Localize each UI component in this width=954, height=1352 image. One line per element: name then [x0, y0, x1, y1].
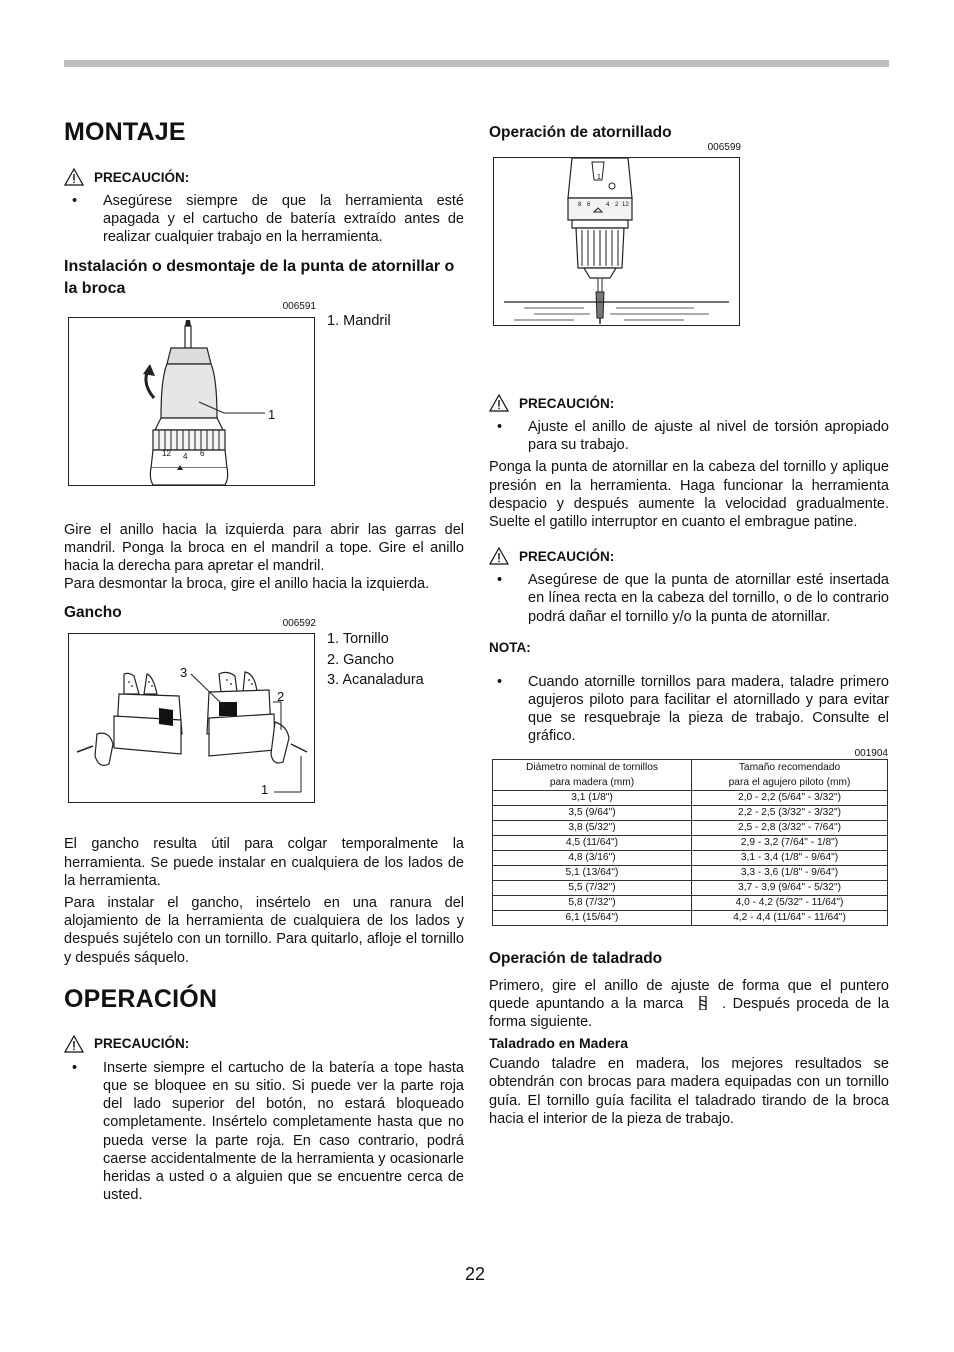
callout-2: 2 — [277, 689, 285, 705]
figure-chuck — [64, 301, 464, 487]
warning-triangle-icon — [64, 168, 84, 186]
callout-1: 1 — [268, 406, 276, 422]
header-line: Tamaño recomendado — [738, 761, 841, 773]
install-heading: Instalación o desmontaje de la punta de atornillar o la broca — [64, 257, 455, 297]
caution-bullet — [64, 192, 464, 247]
drill-heading: Operación de taladrado — [489, 949, 663, 967]
caution-bullet — [489, 418, 889, 454]
ring-mark-4: 4 — [183, 451, 188, 461]
ring-mark-6: 6 — [200, 448, 205, 458]
table-cell: 3,5 (9/64") — [493, 805, 692, 820]
caution-bullet — [489, 571, 889, 626]
warning-triangle-icon — [64, 1035, 84, 1053]
table-row — [493, 805, 888, 820]
screw-paragraph: Ponga la punta de atornillar en la cabeza del tornillo y aplique presión en la herramienta. Haga funcionar la herramienta despacio y después aumente la velocidad gradualmente. Suelte el gatillo interruptor en cuanto el embrague patine. — [489, 459, 889, 531]
ring-mark-6: 6 — [587, 202, 591, 208]
hook-drawing — [69, 634, 314, 802]
table-row — [493, 865, 888, 880]
wood-paragraph: Cuando taladre en madera, los mejores resultados se obtendrán con brocas para madera equipadas con un tornillo guía. El tornillo guía facilita el taladrado tirando de la broca hacia el interior de la pieza de trabajo. — [489, 1056, 889, 1127]
caution-label: PRECAUCIÓN: — [519, 548, 615, 564]
table-row — [493, 895, 888, 910]
install-paragraph-1: Gire el anillo hacia la izquierda para abrir las garras del mandril. Ponga la broca en el mandril a tope. Gire el anillo hacia la derecha para apretar el mandril. — [64, 521, 464, 575]
drill-mode-icon — [696, 996, 710, 1010]
table-cell: 5,5 (7/32") — [493, 880, 692, 895]
chuck-illustration — [68, 317, 315, 486]
header-line: para el agujero piloto (mm) — [728, 776, 851, 788]
drill-text-before: Primero, gire el anillo de ajuste de forma que el puntero quede apuntando a la marca — [489, 977, 889, 1012]
screwdriving-illustration — [493, 157, 740, 326]
table-cell: 3,1 (1/8") — [493, 790, 692, 805]
header-line: Diámetro nominal de tornillos — [526, 761, 658, 773]
caution-heading — [489, 547, 889, 565]
figure-code: 006591 — [282, 300, 316, 312]
hook-illustration — [68, 633, 315, 803]
callout-1: 1 — [261, 782, 269, 798]
bullet-dot: • — [72, 1059, 78, 1076]
table-cell: 3,1 - 3,4 (1/8" - 9/64") — [692, 850, 888, 865]
table-cell: 4,5 (11/64") — [493, 835, 692, 850]
table-cell: 5,8 (7/32") — [493, 895, 692, 910]
table-cell: 2,5 - 2,8 (3/32" - 7/64") — [692, 820, 888, 835]
header-line: para madera (mm) — [549, 776, 635, 788]
table-cell: 2,9 - 3,2 (7/64" - 1/8") — [692, 835, 888, 850]
wood-heading: Taladrado en Madera — [489, 1035, 629, 1052]
bullet-dot: • — [497, 419, 503, 435]
callout-3: 3 — [180, 665, 188, 681]
caution-heading — [489, 394, 889, 412]
operacion-title: OPERACIÓN — [64, 984, 218, 1013]
nota-text: Cuando atornille tornillos para madera, taladre primero agujeros piloto para facilitar el atornillado y para evitar que se resquebraje la pieza de trabajo. Consulte el gráfico. — [528, 673, 889, 745]
table-cell: 3,3 - 3,6 (1/8" - 9/64") — [692, 865, 888, 880]
table-cell: 5,1 (13/64") — [493, 865, 692, 880]
legend-item-mandril: 1. Mandril — [327, 312, 391, 329]
figure-legend — [327, 311, 391, 332]
caution-text: Asegúrese de que la punta de atornillar esté insertada en línea recta en la cabeza del tornillo, o de lo contrario podrá dañar el tornillo y/o la punta de atornillar. — [528, 572, 889, 625]
caution-text: Inserte siempre el cartucho de la batería a tope hasta que se bloquee en su sitio. Si puede ver la parte roja del lado superior del botón, no estará bloqueado completamente. Insértelo completamente hasta que no pueda verse la parte roja. En caso contrario, podrá caerse accidentalmente de la herramienta y ocasionarle heridas a usted o a alguien que se encuentre cerca de usted. — [103, 1059, 464, 1204]
drill-paragraph — [489, 977, 889, 1032]
bullet-dot: • — [497, 572, 503, 589]
header-pilot-hole — [692, 759, 888, 790]
left-column — [64, 118, 464, 1204]
table-row — [493, 850, 888, 865]
gancho-paragraph-1: El gancho resulta útil para colgar temporalmente la herramienta. Se puede instalar en cualquiera de los lados de la herramienta. — [64, 836, 464, 889]
header-rule — [64, 60, 889, 67]
right-column — [489, 124, 889, 1128]
ring-mark-12: 12 — [162, 448, 171, 458]
table-row — [493, 910, 888, 925]
bullet-dot: • — [72, 193, 78, 209]
ring-mark-8: 8 — [578, 202, 582, 208]
caution-heading — [64, 1035, 464, 1053]
table-row — [493, 835, 888, 850]
nota-label: NOTA: — [489, 639, 531, 655]
table-row — [493, 820, 888, 835]
caution-label: PRECAUCIÓN: — [519, 395, 615, 411]
table-cell: 3,8 (5/32") — [493, 820, 692, 835]
page-number: 22 — [465, 1264, 486, 1284]
header-screw-diameter — [493, 759, 692, 790]
caution-text: Asegúrese siempre de que la herramienta esté apagada y el cartucho de batería extraído antes de realizar cualquier trabajo en la herramienta. — [103, 193, 464, 246]
table-code: 001904 — [854, 747, 888, 759]
figure-screwdriving — [489, 142, 889, 354]
drill-chuck-drawing — [69, 318, 314, 485]
pilot-hole-table — [492, 759, 888, 926]
screw-heading: Operación de atornillado — [489, 124, 672, 141]
table-cell: 2,0 - 2,2 (5/64" - 3/32") — [692, 790, 888, 805]
warning-triangle-icon — [489, 547, 509, 565]
figure-hook — [64, 618, 464, 798]
figure-legend — [327, 629, 424, 691]
legend-item-acanaladura: 3. Acanaladura — [327, 672, 424, 689]
caution-heading — [64, 168, 464, 186]
caution-bullet — [64, 1059, 464, 1205]
figure-code: 006599 — [707, 142, 741, 153]
legend-item-tornillo: 1. Tornillo — [327, 631, 389, 648]
ring-mark-2: 2 — [615, 202, 619, 208]
table-cell: 4,8 (3/16") — [493, 850, 692, 865]
bullet-dot: • — [497, 673, 503, 690]
selector-mark-1: 1 — [597, 174, 601, 181]
screwdriving-drawing — [494, 158, 739, 325]
table-cell: 3,7 - 3,9 (9/64" - 5/32") — [692, 880, 888, 895]
caution-label: PRECAUCIÓN: — [94, 169, 190, 185]
table-cell: 2,2 - 2,5 (3/32" - 3/32") — [692, 805, 888, 820]
legend-item-gancho: 2. Gancho — [327, 651, 394, 668]
table-row — [493, 790, 888, 805]
caution-text: Ajuste el anillo de ajuste al nivel de torsión apropiado para su trabajo. — [528, 419, 889, 454]
table-cell: 4,0 - 4,2 (5/32" - 11/64") — [692, 895, 888, 910]
table-cell: 4,2 - 4,4 (11/64" - 11/64") — [692, 910, 888, 925]
montaje-title: MONTAJE — [64, 118, 186, 146]
nota-bullet — [489, 673, 889, 746]
drill-text-after: . Después proceda de la forma siguiente. — [489, 995, 890, 1031]
warning-triangle-icon — [489, 394, 509, 412]
ring-mark-4: 4 — [606, 202, 610, 208]
ring-mark-12: 12 — [622, 202, 629, 208]
table-header-row — [493, 759, 888, 790]
caution-label: PRECAUCIÓN: — [94, 1036, 190, 1052]
gancho-paragraph-2: Para instalar el gancho, insértelo en una ranura del alojamiento de la herramienta de cualquiera de los lados y después sujételo con un tornillo. Para quitarlo, afloje el tornillo y después sáquelo. — [64, 895, 464, 966]
figure-code: 006592 — [282, 618, 316, 630]
gancho-heading: Gancho — [64, 604, 122, 622]
table-row — [493, 880, 888, 895]
install-paragraph-2: Para desmontar la broca, gire el anillo hacia la izquierda. — [64, 576, 430, 593]
table-cell: 6,1 (15/64") — [493, 910, 692, 925]
